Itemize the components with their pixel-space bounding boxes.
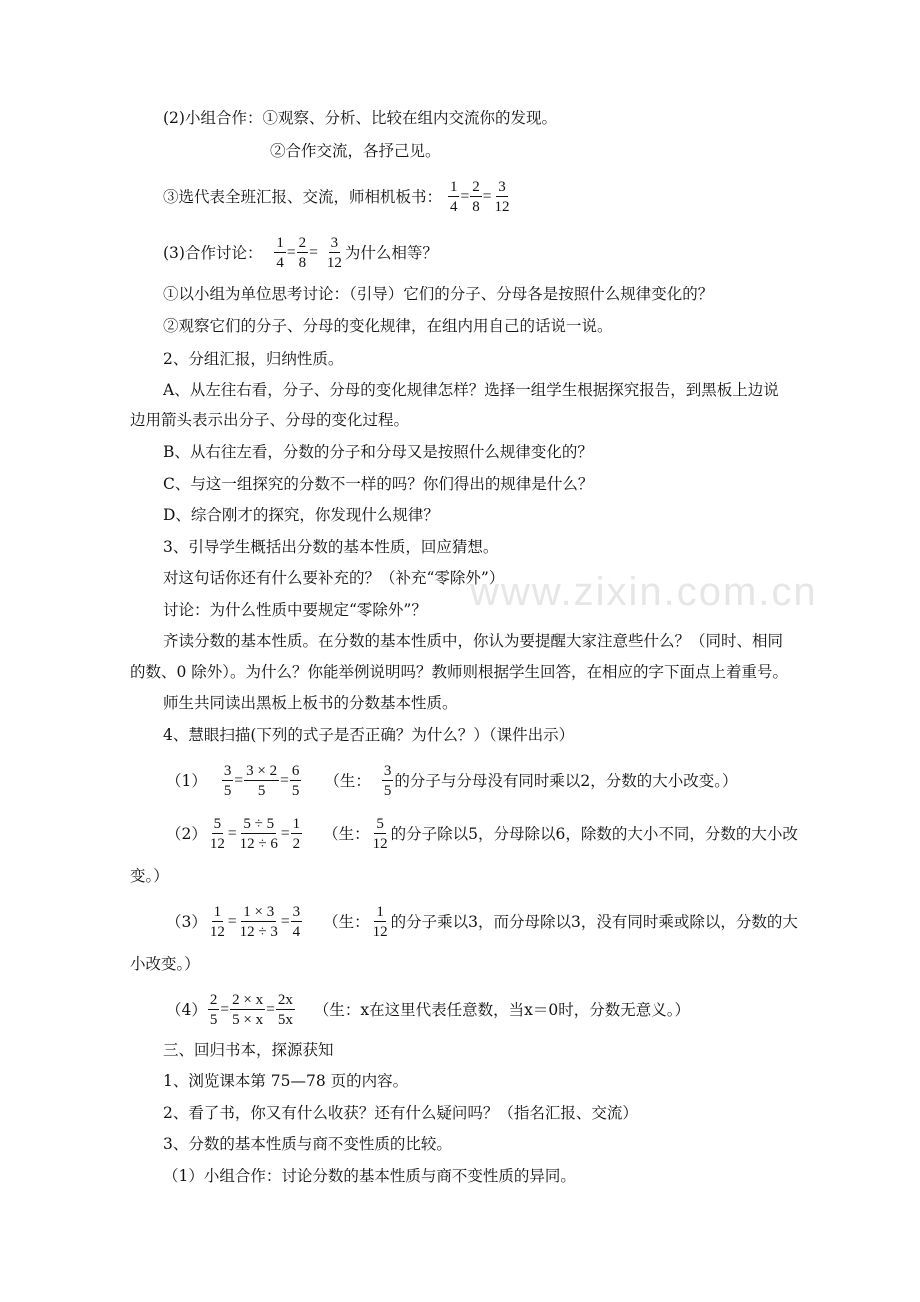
fraction: $\frac{3}{5}$ <box>383 763 392 799</box>
section-heading: 三、回归书本，探源获知 <box>163 1041 334 1059</box>
exercise-item-3: （3） $\frac{1}{12}$ = $\frac{1 \times 3}{12 \div 3}$ = $\frac{3}{4}$ （生： $\frac{1}{12}$ 的分子乘以3，而分母除以3，没有同时乘或除以，分数的大 <box>166 904 798 940</box>
fraction: $\frac{1 \times 3}{12 \div 3}$ <box>239 904 278 940</box>
line-text: 为什么相等？ <box>344 244 438 262</box>
fraction: $\frac{6}{5}$ <box>291 763 300 799</box>
equals-sign: = <box>309 244 318 261</box>
fraction: $\frac{1}{2}$ <box>292 816 301 852</box>
equals-sign: = <box>227 825 237 842</box>
fraction: $\frac{3}{4}$ <box>292 904 301 940</box>
paragraph-line: 1、浏览课本第 75—78 页的内容。 <box>163 1072 409 1090</box>
line-text: (3)合作讨论： <box>163 244 263 262</box>
equals-sign: = <box>280 825 290 842</box>
paragraph-line: 变。） <box>130 867 169 885</box>
equals-sign: = <box>286 244 296 261</box>
fraction: $\frac{5}{12}$ <box>209 816 225 852</box>
paragraph-line: ①以小组为单位思考讨论：（引导）它们的分子、分母各是按照什么规律变化的？ <box>163 285 714 303</box>
fraction: $\frac{5 \div 5}{12 \div 6}$ <box>239 816 278 852</box>
equals-sign: = <box>280 913 290 930</box>
exercise-item-1: （1） $\frac{3}{5}$ = $\frac{3 \times 2}{5}$ = $\frac{6}{5}$ （生： $\frac{3}{5}$ 的分子与分母没有同时乘以2，分数的大小改变。） <box>166 763 738 799</box>
paragraph-line: A、从左往右看，分子、分母的变化规律怎样？选择一组学生根据探究报告，到黑板上边说 <box>163 381 779 399</box>
paragraph-line: （1）小组合作：讨论分数的基本性质与商不变性质的异同。 <box>163 1167 576 1185</box>
board-note-line <box>163 179 512 215</box>
line-text: ③选代表全班汇报、交流，师相机板书： <box>163 188 443 206</box>
paragraph-line: ②合作交流，各抒己见。 <box>270 142 441 160</box>
paragraph-line: 2、看了书，你又有什么收获？还有什么疑问吗？（指名汇报、交流） <box>163 1104 638 1122</box>
fraction: $\frac{1}{12}$ <box>372 904 388 940</box>
paragraph-line: 3、引导学生概括出分数的基本性质，回应猜想。 <box>163 538 499 556</box>
paragraph-line: 4、慧眼扫描(下列的式子是否正确？为什么？）（课件出示） <box>163 726 575 744</box>
exercise-item-2: （2） $\frac{5}{12}$ = $\frac{5 \div 5}{12 \div 6}$ = $\frac{1}{2}$ （生： $\frac{5}{12}$ 的分子除以5，分母除以6，除数的大小不同，分数的大小改 <box>166 816 798 852</box>
paragraph-line: 对这句话你还有什么要补充的？（补充“零除外”） <box>163 569 505 587</box>
equals-sign: = <box>234 772 244 789</box>
fraction: $\frac{2}{8}$ <box>298 235 307 271</box>
equals-sign: = <box>220 1001 230 1018</box>
fraction: $\frac{2x}{5x}$ <box>277 992 293 1028</box>
exercise-item-4: （4） $\frac{2}{5}$ = $\frac{2 \times x}{5 \times x}$ = $\frac{2x}{5x}$ （生：x在这里代表任意数，当x＝0时，分数无意义。） <box>166 992 690 1028</box>
fraction: $\frac{5}{12}$ <box>372 816 388 852</box>
discussion-line <box>163 235 438 271</box>
fraction: $\frac{2}{8}$ <box>472 179 480 215</box>
fraction: $\frac{1}{12}$ <box>209 904 225 940</box>
equals-sign: = <box>482 188 492 205</box>
fraction: $\frac{3}{12}$ <box>494 179 510 215</box>
equals-sign: = <box>266 1001 275 1018</box>
paragraph-line: 齐读分数的基本性质。在分数的基本性质中，你认为要提醒大家注意些什么？（同时、相同 <box>163 632 784 650</box>
paragraph-line: 边用箭头表示出分子、分母的变化过程。 <box>130 411 410 429</box>
equals-sign: = <box>280 772 289 789</box>
equals-sign: = <box>460 188 470 205</box>
paragraph-line: 师生共同读出黑板上板书的分数基本性质。 <box>163 694 458 712</box>
paragraph-line: 的数、0 除外）。为什么？你能举例说明吗？教师则根据学生回答，在相应的字下面点上着重号。 <box>130 663 789 681</box>
fraction: $\frac{2 \times x}{5 \times x}$ <box>232 992 264 1028</box>
paragraph-line: D、综合刚才的探究，你发现什么规律？ <box>163 506 439 524</box>
paragraph-line: C、与这一组探究的分数不一样的吗？你们得出的规律是什么？ <box>163 475 594 493</box>
fraction: $\frac{3}{12}$ <box>326 235 342 271</box>
watermark: www.zixin.com.cn <box>470 570 818 614</box>
paragraph-line: 讨论：为什么性质中要规定“零除外”？ <box>163 601 427 619</box>
paragraph-line: ②观察它们的分子、分母的变化规律，在组内用自己的话说一说。 <box>163 317 613 335</box>
paragraph-line: 小改变。） <box>130 955 200 973</box>
fraction: $\frac{1}{4}$ <box>276 235 284 271</box>
paragraph-line: 2、分组汇报，归纳性质。 <box>163 350 344 368</box>
paragraph-line: B、从右往左看，分数的分子和分母又是按照什么规律变化的？ <box>163 443 593 461</box>
equals-sign: = <box>227 913 237 930</box>
paragraph-line: 3、分数的基本性质与商不变性质的比较。 <box>163 1135 452 1153</box>
fraction: $\frac{1}{4}$ <box>449 179 458 215</box>
paragraph-line: (2)小组合作：①观察、分析、比较在组内交流你的发现。 <box>163 109 557 127</box>
fraction: $\frac{2}{5}$ <box>209 992 218 1028</box>
fraction: $\frac{3}{5}$ <box>223 763 232 799</box>
fraction: $\frac{3 \times 2}{5}$ <box>246 763 278 799</box>
